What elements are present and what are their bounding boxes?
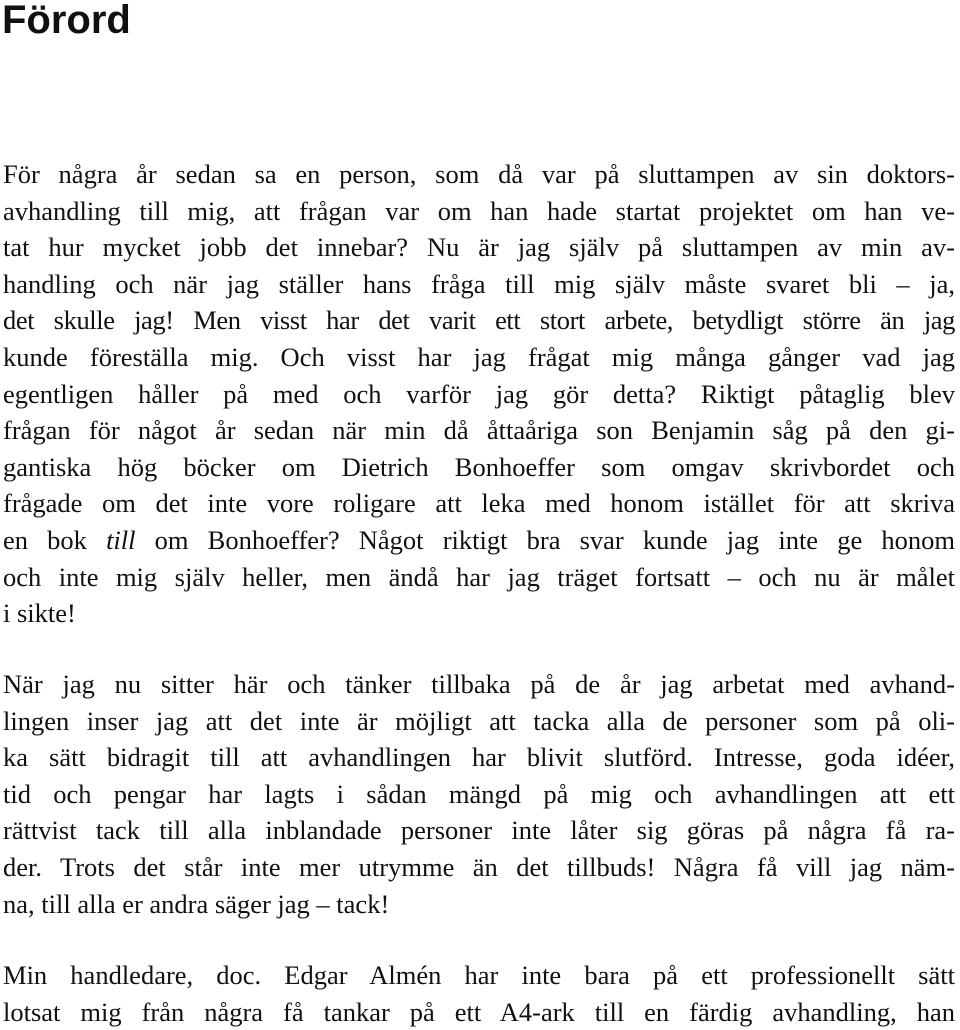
text-line: avhandling till mig, att frågan var om han hade startat projektet om han ve- — [3, 195, 955, 226]
text-line: frågade om det inte vore roligare att leka med honom istället för att skriva — [3, 488, 955, 519]
text-line: egentligen håller på med och varför jag gör detta? Riktigt påtaglig blev — [3, 378, 955, 409]
text-line: För några år sedan sa en person, som då var på sluttampen av sin doktors- — [3, 159, 955, 189]
italic-word: till — [106, 524, 136, 555]
paragraph-3 — [3, 957, 955, 1030]
text-line: gantiska hög böcker om Dietrich Bonhoeffer som omgav skrivbordet och — [3, 451, 955, 482]
text-segment: om Bonhoeffer? Något riktigt bra svar kunde jag inte ge honom — [135, 524, 955, 555]
text-line: lingen inser jag att det inte är möjligt att tacka alla de personer som på oli- — [3, 705, 955, 736]
text-line — [3, 522, 955, 559]
text-line: na, till alla er andra säger jag – tack! — [3, 888, 390, 919]
text-line: rättvist tack till alla inblandade personer inte låter sig göras på några få ra- — [3, 815, 955, 846]
text-line: handling och när jag ställer hans fråga till mig själv måste svaret bli – ja, — [3, 268, 955, 299]
text-line: det skulle jag! Men visst har det varit ett stort arbete, betydligt större än jag — [3, 305, 955, 336]
text-line: kunde föreställa mig. Och visst har jag frågat mig många gånger vad jag — [3, 341, 955, 372]
paragraph-2 — [3, 666, 955, 922]
text-line: tid och pengar har lagts i sådan mängd på mig och avhandlingen att ett — [3, 778, 955, 809]
text-line: tat hur mycket jobb det innebar? Nu är jag själv på sluttampen av min av- — [3, 232, 955, 263]
text-line: der. Trots det står inte mer utrymme än det tillbuds! Några få vill jag näm- — [3, 851, 955, 882]
text-line: Min handledare, doc. Edgar Almén har inte bara på ett professionellt sätt — [3, 960, 955, 990]
page-title: Förord — [2, 0, 131, 42]
text-line: och inte mig själv heller, men ändå har jag träget fortsatt – och nu är målet — [3, 561, 955, 592]
text-line: ka sätt bidragit till att avhandlingen har blivit slutförd. Intresse, goda idéer, — [3, 742, 955, 773]
text-segment: en bok — [3, 524, 107, 555]
text-line: När jag nu sitter här och tänker tillbaka på de år jag arbetat med avhand- — [3, 669, 955, 699]
text-line: i sikte! — [3, 598, 76, 629]
text-line: lotsat mig från några få tankar på ett A4-ark till en färdig avhandling, han — [3, 996, 955, 1027]
paragraph-1 — [3, 156, 955, 632]
text-line: frågan för något år sedan när min då åttaåriga son Benjamin såg på den gi- — [3, 415, 955, 446]
